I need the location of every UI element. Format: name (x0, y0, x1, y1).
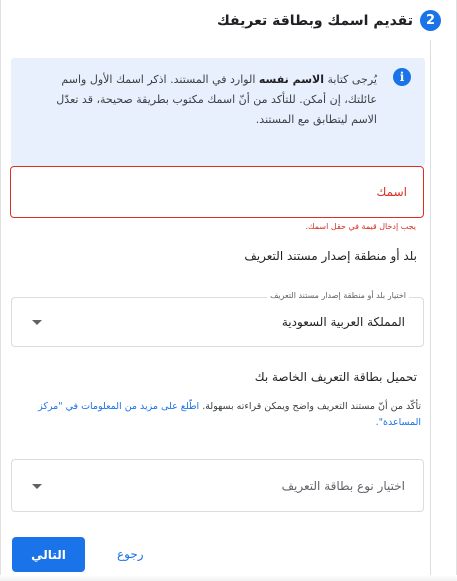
id-type-select[interactable] (11, 459, 424, 512)
country-selected-value: المملكة العربية السعودية (281, 315, 405, 329)
help-center-link[interactable]: اطّلع على مزيد من المعلومات في "مركز المساعدة". (38, 401, 421, 428)
id-type-placeholder: اختيار نوع بطاقة التعريف (281, 479, 405, 493)
step-connector-line (430, 40, 431, 581)
info-notice (11, 58, 425, 166)
upload-help-body: تأكّد من أنّ مستند التعريف واضح ويمكن قراءته بسهولة. (199, 401, 421, 412)
info-text-start: يُرجى كتابة (324, 73, 377, 86)
info-text-end: الوارد في المستند. اذكر اسمك الأول واسم عائلتك، إن أمكن. للتأكد من أنّ اسمك مكتوب بطريقة صحيحة، قد تعدّل الاسم ليتطابق مع المستند. (56, 73, 377, 126)
name-field[interactable] (10, 166, 424, 218)
next-button[interactable]: التالي (12, 537, 85, 572)
country-select-label: اختيار بلد أو منطقة إصدار مستند التعريف (267, 291, 409, 300)
step-number-badge: 2 (420, 10, 441, 31)
name-input[interactable] (27, 185, 407, 199)
upload-section-label: تحميل بطاقة التعريف الخاصة بك (254, 370, 417, 384)
country-section-label: بلد أو منطقة إصدار مستند التعريف (244, 249, 417, 263)
name-error-message: يجب إدخال قيمة في حقل اسمك. (305, 222, 416, 231)
bottom-edge (0, 575, 457, 581)
step-header (217, 10, 441, 31)
step-title: تقديم اسمك وبطاقة تعريفك (216, 12, 413, 29)
chevron-down-icon (32, 320, 42, 325)
back-button[interactable]: رجوع (117, 547, 144, 561)
info-icon: i (393, 68, 411, 86)
info-text-bold: الاسم نفسه (258, 73, 325, 86)
country-select[interactable] (11, 291, 424, 347)
chevron-down-icon (32, 484, 42, 489)
upload-help-text (16, 399, 421, 431)
